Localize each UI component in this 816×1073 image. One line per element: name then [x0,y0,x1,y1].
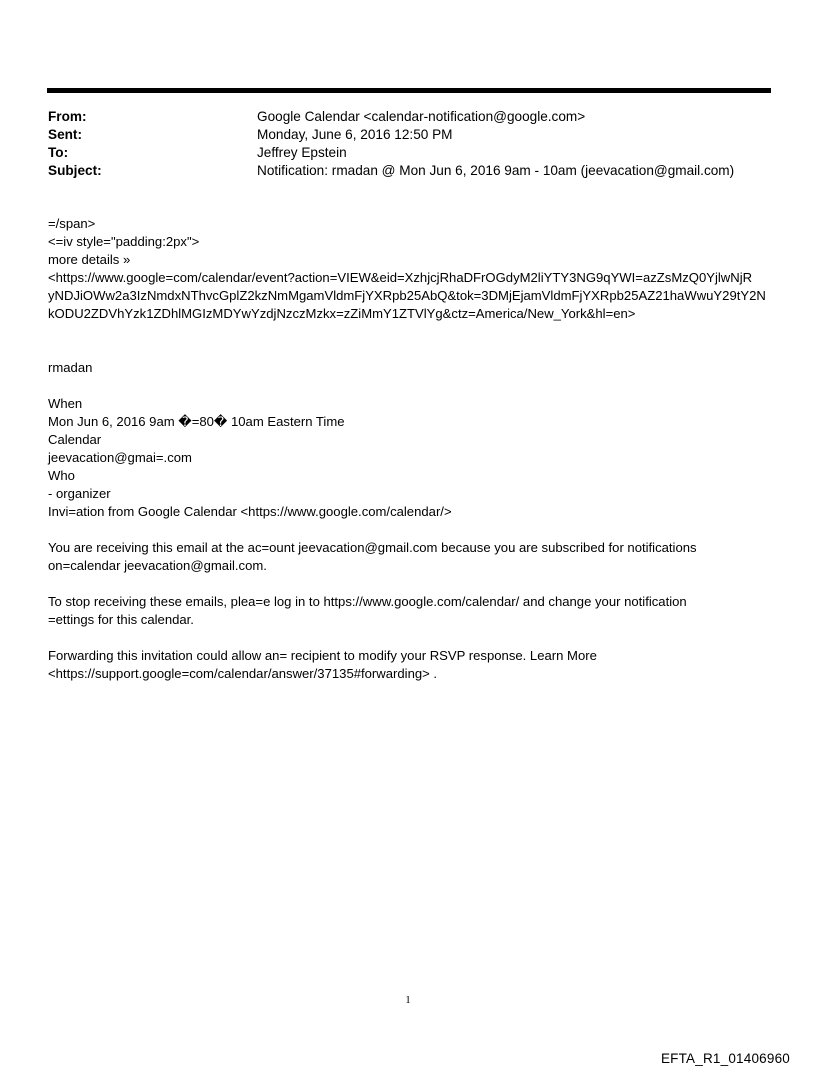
document-id: EFTA_R1_01406960 [660,1051,790,1066]
subject-row [48,161,788,180]
forwarding-link[interactable]: <https://support.google=com/calendar/answer/37135#forwarding> . [48,666,438,681]
receiving-notice-line-1: You are receiving this email at the ac=ount jeevacation@gmail.com because you are subscribed for notifications [48,540,697,555]
raw-line-2: <=iv style="padding:2px"> [48,234,200,249]
receiving-notice-line-2: on=calendar jeevacation@gmail.com. [48,558,267,573]
invitation-line[interactable]: Invi=ation from Google Calendar <https://www.google.com/calendar/> [48,504,452,519]
event-url-line-3[interactable]: kODU2ZDVhYzk1ZDhlMGIzMDYwYzdjNzczMzkx=zZiMmY1ZTVlYg&ctz=America/New_York&hl=en> [48,306,636,321]
who-value: - organizer [48,486,111,501]
to-label: To: [48,145,69,160]
more-details-link[interactable]: more details » [48,252,131,267]
page-number: 1 [405,994,411,1006]
stop-notice-line-1: To stop receiving these emails, plea=e log in to https://www.google.com/calendar/ and change your notification [48,594,687,609]
when-label: When [48,396,83,411]
sent-value: Monday, June 6, 2016 12:50 PM [257,127,453,142]
forwarding-notice-line-1: Forwarding this invitation could allow an= recipient to modify your RSVP response. Learn More [48,648,597,663]
event-title: rmadan [48,360,93,375]
from-value: Google Calendar <calendar-notification@google.com> [257,109,586,124]
to-value: Jeffrey Epstein [257,145,347,160]
from-label: From: [48,109,87,124]
subject-value: Notification: rmadan @ Mon Jun 6, 2016 9am - 10am (jeevacation@gmail.com) [257,163,735,178]
from-row [48,107,788,126]
event-url-line-2[interactable]: yNDJiOWw2a3IzNmdxNThvcGplZ2kzNmMgamVldmFjYXRpb25AbQ&tok=3DMjEjamVldmFjYXRpb25AZ21haWwuY29tY2N [48,288,766,303]
event-url-line-1[interactable]: <https://www.google=com/calendar/event?action=VIEW&eid=XzhjcjRhaDFrOGdyM2liYTY3NG9qYWI=azZsMzQ0YjlwNjR [48,270,753,285]
sent-label: Sent: [48,127,82,142]
calendar-label: Calendar [48,432,102,447]
subject-label: Subject: [48,163,102,178]
raw-line-1: =/span> [48,216,96,231]
calendar-value: jeevacation@gmai=.com [48,450,192,465]
when-value: Mon Jun 6, 2016 9am �=80� 10am Eastern Time [48,414,345,429]
header-divider [47,88,771,93]
stop-notice-line-2: =ettings for this calendar. [48,612,194,627]
sent-row [48,125,788,144]
to-row [48,143,788,162]
who-label: Who [48,468,75,483]
